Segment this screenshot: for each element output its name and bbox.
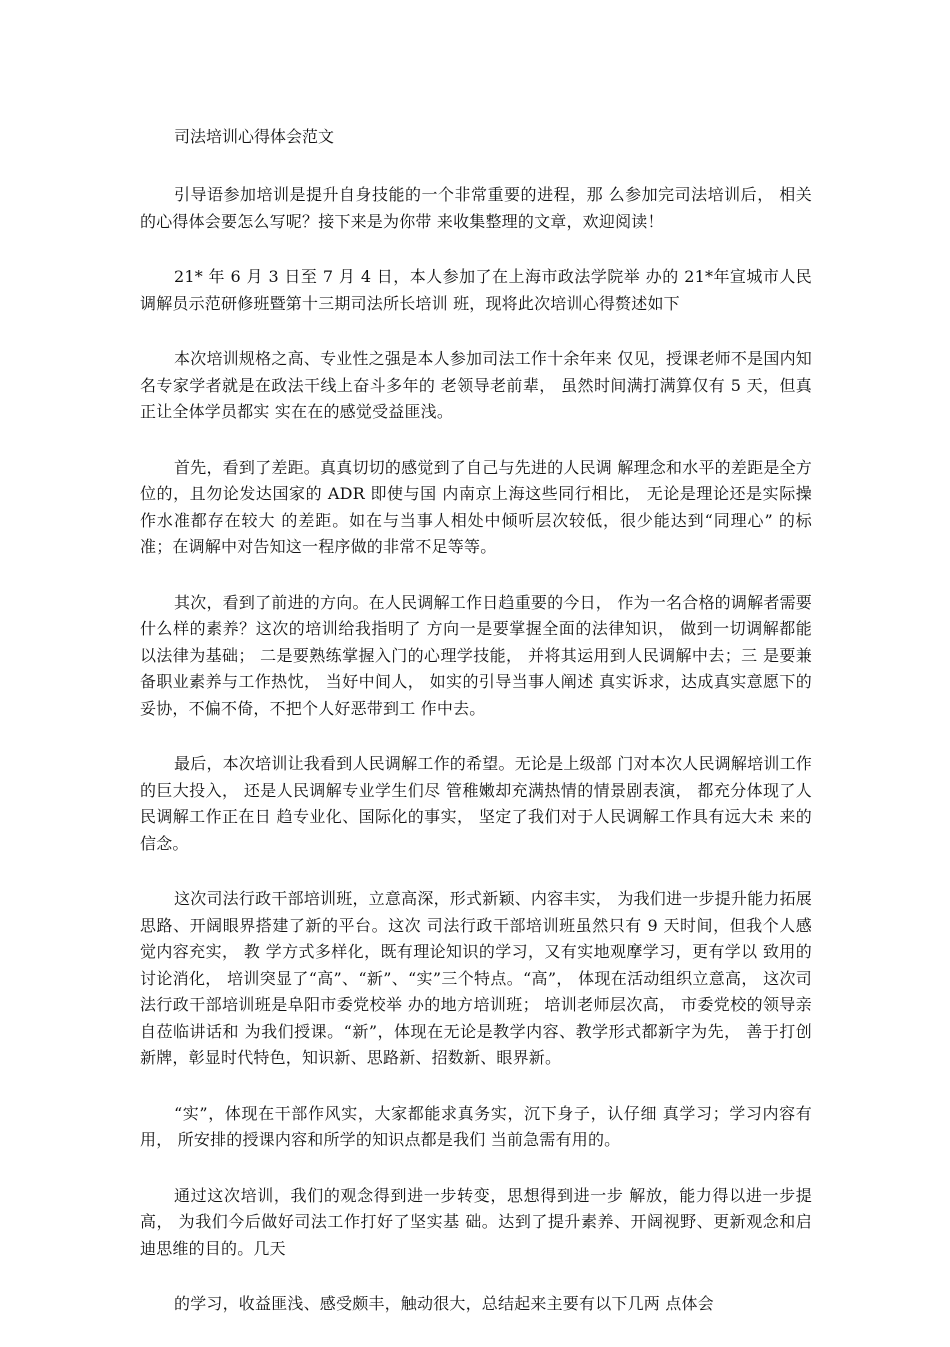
paragraph-summary: 通过这次培训，我们的观念得到进一步转变，思想得到进一步 解放，能力得以进一步提高， 为我们今后做好司法工作打好了坚实基 础。达到了提升素养、开阔视野、更新观念和启迪思维的目的。几天 [140, 1185, 812, 1258]
document-title: 司法培训心得体会范文 [174, 127, 335, 146]
paragraph-training-features: 这次司法行政干部培训班，立意高深，形式新颖、内容丰实， 为我们进一步提升能力拓展思路、开阔眼界搭建了新的平台。这次 司法行政干部培训班虽然只有 9 天时间，但我个人感觉内容充实， 教 学方式多样化，既有理论知识的学习，又有实地观摩学习，更有学以 致用的讨论消化， 培训突显了“高”、“新”、“实”三个特点。“高”， 体现在活动组织立意高， 这次司法行政干部培训班是阜阳市委党校举 办的地方培训班； 培训老师层次高， 市委党校的领导亲自莅临讲话和 为我们授课。“新”，体现在无论是教学内容、教学形式都新字为先， 善于打创新牌，彰显时代特色，知识新、思路新、招数新、眼界新。 [140, 889, 812, 1067]
document-page [140, 124, 812, 1347]
paragraph-second-point: 其次，看到了前进的方向。在人民调解工作日趋重要的今日， 作为一名合格的调解者需要什么样的素养？这次的培训给我指明了 方向一是要掌握全面的法律知识， 做到一切调解都能以法律为基础； 二是要熟练掌握入门的心理学技能， 并将其运用到人民调解中去；三 是要兼备职业素养与工作热忱， 当好中间人， 如实的引导当事人阐述 真实诉求，达成真实意愿下的妥协，不偏不倚，不把个人好恶带到工 作中去。 [140, 592, 812, 718]
paragraph-training-quality: 本次培训规格之高、专业性之强是本人参加司法工作十余年来 仅见，授课老师不是国内知名专家学者就是在政法干线上奋斗多年的 老领导老前辈， 虽然时间满打满算仅有 5 天，但真正让全体学员都实 实在在的感觉受益匪浅。 [140, 349, 812, 421]
paragraph-training-dates: 21* 年 6 月 3 日至 7 月 4 日，本人参加了在上海市政法学院举 办的 21*年宣城市人民调解员示范研修班暨第十三期司法所长培训 班，现将此次培训心得赘述如下 [140, 267, 812, 313]
paragraph-intro: 引导语参加培训是提升自身技能的一个非常重要的进程，那 么参加完司法培训后， 相关的心得体会要怎么写呢？接下来是为你带 来收集整理的文章，欢迎阅读！ [140, 185, 812, 231]
paragraph-first-point: 首先，看到了差距。真真切切的感觉到了自己与先进的人民调 解理念和水平的差距是全方位的，且勿论发达国家的 ADR 即使与国 内南京上海这些同行相比， 无论是理论还是实际操作水准都存在较大 的差距。如在与当事人相处中倾听层次较低，很少能达到“同理心” 的标准；在调解中对告知这一程序做的非常不足等等。 [140, 457, 812, 556]
paragraph-shi-feature: “实”，体现在干部作风实，大家都能求真务实，沉下身子，认仔细 真学习；学习内容有用， 所安排的授课内容和所学的知识点都是我们 当前急需有用的。 [140, 1103, 812, 1149]
paragraph-third-point: 最后，本次培训让我看到人民调解工作的希望。无论是上级部 门对本次人民调解培训工作的巨大投入， 还是人民调解专业学生们尽 管稚嫩却充满热情的情景剧表演， 都充分体现了人民调解工作正在日 趋专业化、国际化的事实， 坚定了我们对于人民调解工作具有远大未 来的信念。 [140, 754, 812, 853]
paragraph-closing: 的学习，收益匪浅、感受颇丰，触动很大，总结起来主要有以下几两 点体会 [174, 1294, 714, 1313]
